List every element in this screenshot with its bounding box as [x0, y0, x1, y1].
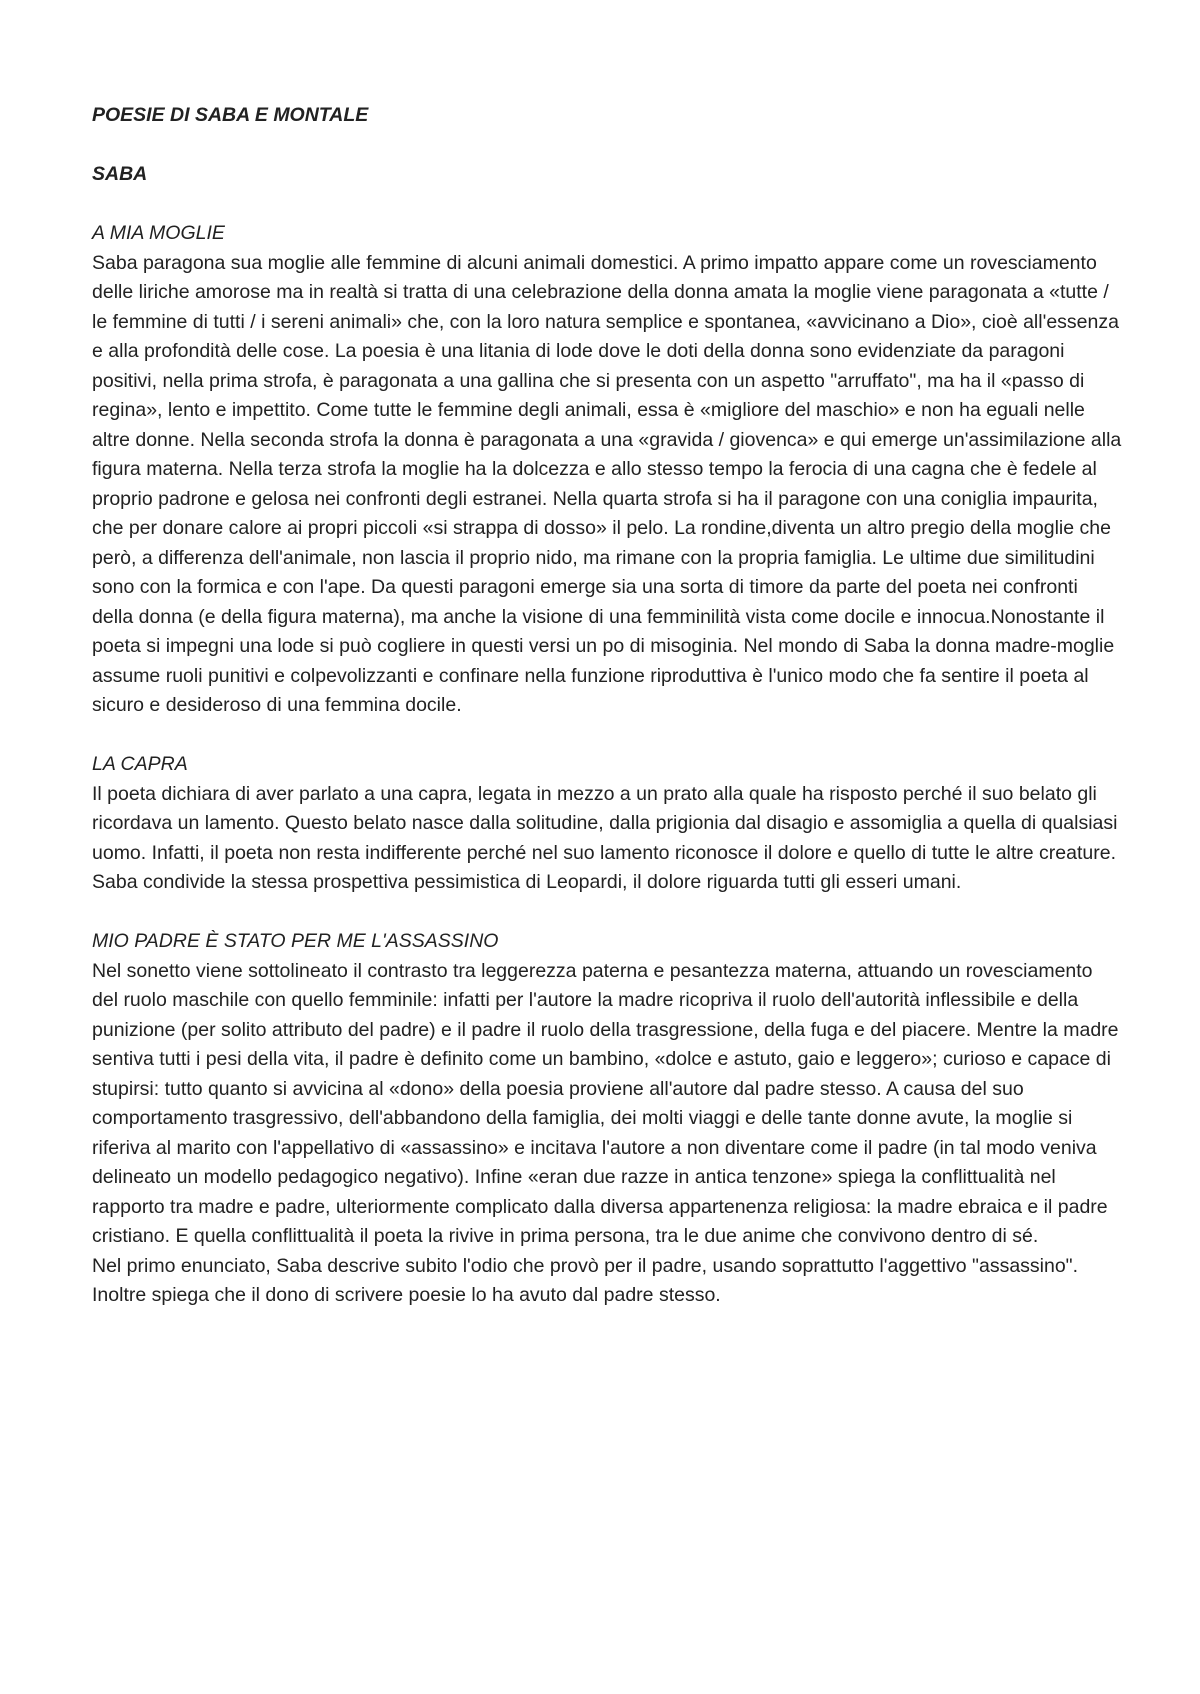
- section-paragraph: Nel sonetto viene sottolineato il contrasto tra leggerezza paterna e pesantezza materna, attuando un rovesciamento del ruolo maschile con quello femminile: infatti per l'autore la madre ricopriva il ruolo dell'autorità inflessibile e della punizione (per solito attributo del padre) e il padre il ruolo della trasgressione, della fuga e del piacere. Mentre la madre sentiva tutti i pesi della vita, il padre è definito come un bambino, «dolce e astuto, gaio e leggero»; curioso e capace di stupirsi: tutto quanto si avvicina al «dono» della poesia proviene all'autore dal padre stesso. A causa del suo comportamento trasgressivo, dell'abbandono della famiglia, dei molti viaggi e delle tante donne avute, la moglie si riferiva al marito con l'appellativo di «assassino» e incitava l'autore a non diventare come il padre (in tal modo veniva delineato un modello pedagogico negativo). Infine «eran due razze in antica tenzone» spiega la conflittualità nel rapporto tra madre e padre, ulteriormente complicato dalla diversa appartenenza religiosa: la madre ebraica e il padre cristiano. E quella conflittualità il poeta la rivive in prima persona, tra le due anime che convivono dentro di sé.: [92, 959, 1119, 1247]
- section-mio-padre: [92, 927, 1122, 1311]
- author-heading: SABA: [92, 163, 148, 185]
- section-paragraph: Nel primo enunciato, Saba descrive subito l'odio che provò per il padre, usando soprattutto l'aggettivo "assassino". Inoltre spiega che il dono di scrivere poesie lo ha avuto dal padre stesso.: [92, 1254, 1079, 1306]
- section-title: A MIA MOGLIE: [92, 222, 225, 244]
- section-title: LA CAPRA: [92, 753, 188, 775]
- section-a-mia-moglie: [92, 219, 1122, 721]
- document-body: [92, 101, 1122, 1340]
- section-la-capra: [92, 750, 1122, 898]
- document-title: POESIE DI SABA E MONTALE: [92, 104, 369, 126]
- section-paragraph: Il poeta dichiara di aver parlato a una capra, legata in mezzo a un prato alla quale ha risposto perché il suo belato gli ricordava un lamento. Questo belato nasce dalla solitudine, dalla prigionia dal disagio e assomiglia a quella di qualsiasi uomo. Infatti, il poeta non resta indifferente perché nel suo lamento riconosce il dolore e quello di tutte le altre creature. Saba condivide la stessa prospettiva pessimistica di Leopardi, il dolore riguarda tutti gli esseri umani.: [92, 782, 1118, 893]
- section-paragraph: Saba paragona sua moglie alle femmine di alcuni animali domestici. A primo impatto appare come un rovesciamento delle liriche amorose ma in realtà si tratta di una celebrazione della donna amata la moglie viene paragonata a «tutte / le femmine di tutti / i sereni animali» che, con la loro natura semplice e spontanea, «avvicinano a Dio», cioè all'essenza e alla profondità delle cose. La poesia è una litania di lode dove le doti della donna sono evidenziate da paragoni positivi, nella prima strofa, è paragonata a una gallina che si presenta con un aspetto "arruffato", ma ha il «passo di regina», lento e impettito. Come tutte le femmine degli animali, essa è «migliore del maschio» e non ha eguali nelle altre donne. Nella seconda strofa la donna è paragonata a una «gravida / giovenca» e qui emerge un'assimilazione alla figura materna. Nella terza strofa la moglie ha la dolcezza e allo stesso tempo la ferocia di una cagna che è fedele al proprio padrone e gelosa nei confronti degli estranei. Nella quarta strofa si ha il paragone con una coniglia impaurita, che per donare calore ai propri piccoli «si strappa di dosso» il pelo. La rondine,diventa un altro pregio della moglie che però, a differenza dell'animale, non lascia il proprio nido, ma rimane con la propria famiglia. Le ultime due similitudini sono con la formica e con l'ape. Da questi paragoni emerge sia una sorta di timore da parte del poeta nei confronti della donna (e della figura materna), ma anche la visione di una femminilità vista come docile e innocua.Nonostante il poeta si impegni una lode si può cogliere in questi versi un po di misoginia. Nel mondo di Saba la donna madre-moglie assume ruoli punitivi e colpevolizzanti e confinare nella funzione riproduttiva è l'unico modo che fa sentire il poeta al sicuro e desideroso di una femmina docile.: [92, 251, 1122, 716]
- section-title: MIO PADRE È STATO PER ME L'ASSASSINO: [92, 930, 499, 952]
